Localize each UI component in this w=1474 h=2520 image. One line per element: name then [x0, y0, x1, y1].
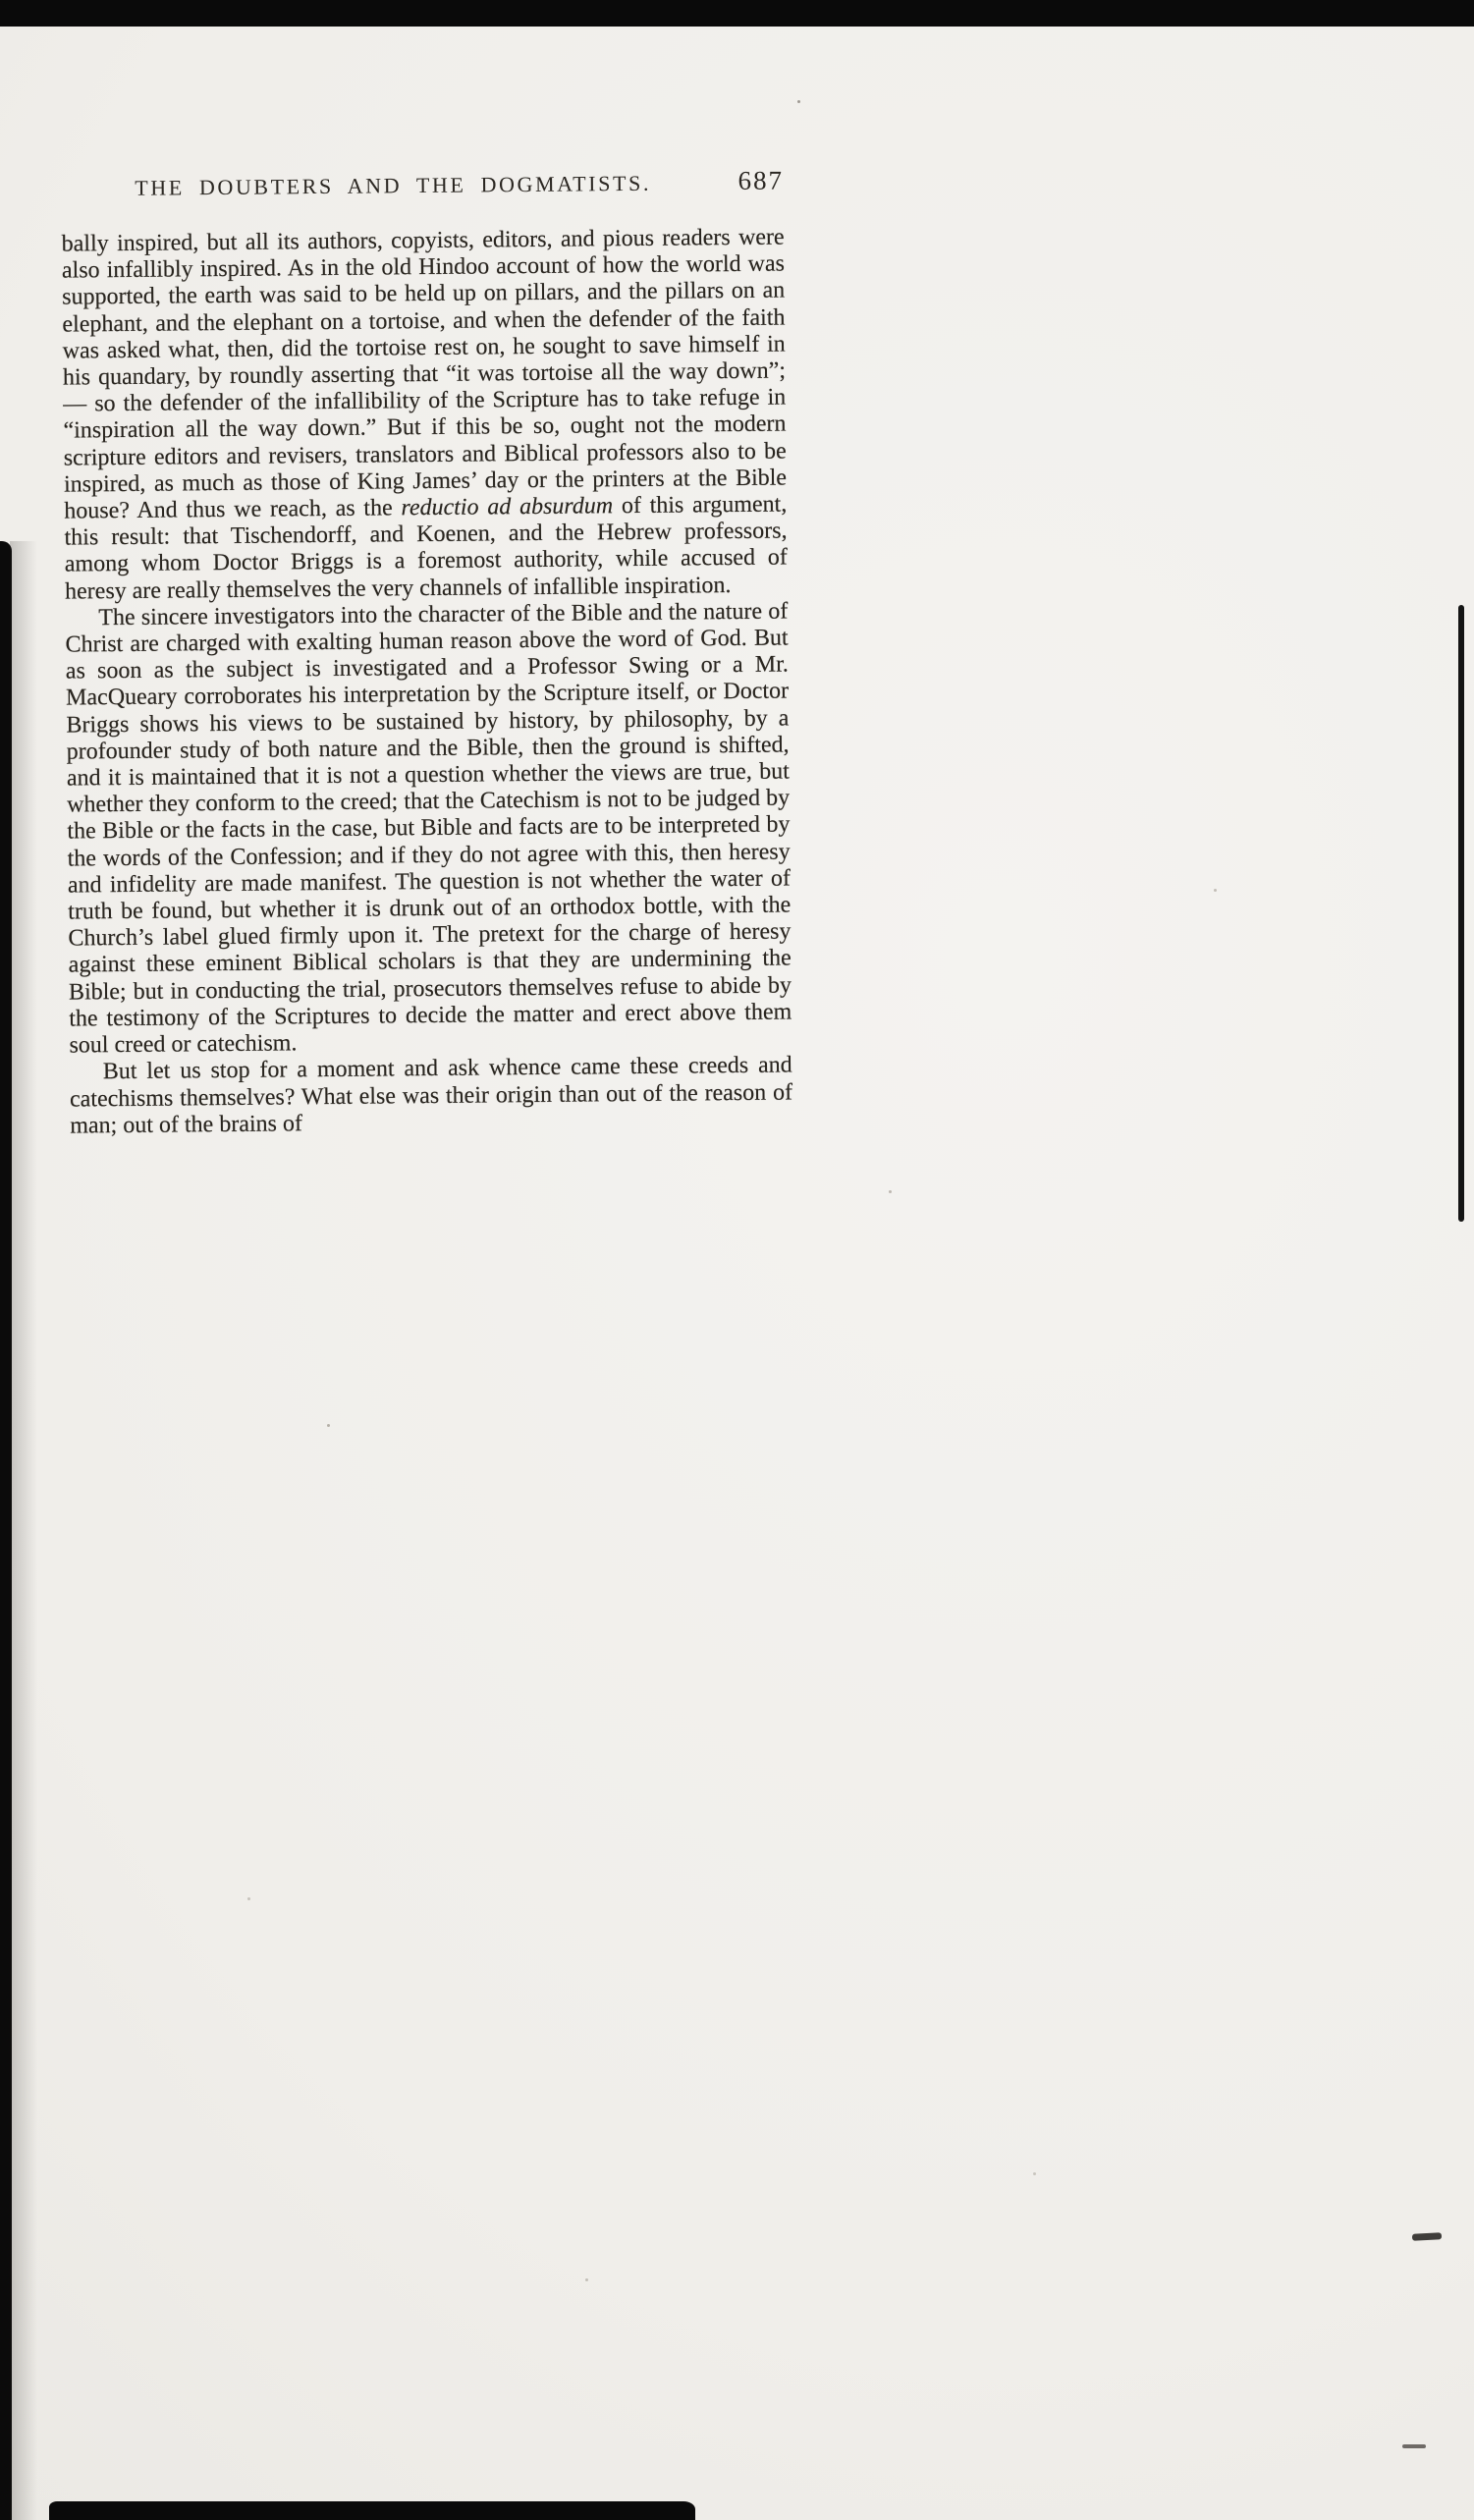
body-text — [62, 224, 793, 1139]
page-number: 687 — [737, 165, 785, 195]
scan-artifact-specks — [0, 0, 3, 3]
scan-artifact-right-margin-tick — [1402, 2444, 1426, 2448]
paragraph-2-text: The sincere investigators into the character of the Bible and the nature of Christ are charged with exalting human reason above the word of God. But as soon as the subject is investigated and a Professor Swing or a Mr. MacQueary corroborates his interpretation by the Scripture itself, or Doctor Briggs shows his views to be sustained by history, by philosophy, by a profounder study of both nature and the Bible, then the ground is shifted, and it is maintained that it is not a question whether the views are true, but whether they conform to the creed; that the Catechism is not to be judged by the Bible or the facts in the case, but Bible and facts are to be interpreted by the words of the Confession; and if they do not agree with this, then heresy and infidelity are made manifest. The question is not whether the water of truth be found, but whether it is drunk out of an orthodox bottle, with the Church’s label glued firmly upon it. The pretext for the charge of heresy against these eminent Biblical scholars is that they are undermining the Bible; but in conducting the trial, prosecutors themselves refuse to abide by the testimony of the Scriptures to decide the matter and erect above them soul creed or catechism. — [65, 598, 792, 1059]
scan-artifact-right-margin-dash — [1412, 2232, 1442, 2241]
paragraph-2 — [65, 598, 792, 1059]
page-header — [61, 165, 785, 207]
scan-artifact-bottom-edge-bar — [49, 2501, 695, 2520]
paragraph-1-text-b: of this argument, this result: that Tischendorff, and Koenen, and the Hebrew professors, among whom Doctor Briggs is a foremost authority, while accused of heresy are really themselves the very channels of infallible inspiration. — [64, 491, 788, 605]
paragraph-3-text: But let us stop for a moment and ask whence came these creeds and catechisms themselves? What else was their origin than out of the reason of man; out of the brains of — [69, 1052, 793, 1139]
page-content — [61, 165, 793, 1139]
running-title: THE DOUBTERS AND THE DOGMATISTS. — [135, 170, 652, 200]
paragraph-1-text-a: bally inspired, but all its authors, copyists, editors, and pious readers were also infallibly inspired. As in the old Hindoo account of how the world was supported, the earth was said to be held up on pillars, and the pillars on an elephant, and the elephant on a tortoise, and when the defender of the faith was asked what, then, did the tortoise rest on, he sought to save himself in his quandary, by roundly asserting that “it was tortoise all the way down”; — so the defender of the infallibility of the Scripture has to take refuge in “inspiration all the way down.” But if this be so, ought not the modern scripture editors and revisers, translators and Biblical professors also to be inspired, as much as those of King James’ day or the printers at the Bible house? And thus we reach, as the — [61, 224, 788, 524]
latin-phrase: reductio ad absurdum — [401, 493, 614, 521]
scan-artifact-left-gutter-shade — [10, 541, 37, 2520]
scan-artifact-top-edge-bar — [0, 0, 1474, 27]
scan-artifact-right-edge-line — [1458, 605, 1464, 1222]
paragraph-3 — [70, 1053, 793, 1140]
paragraph-1 — [62, 224, 789, 605]
